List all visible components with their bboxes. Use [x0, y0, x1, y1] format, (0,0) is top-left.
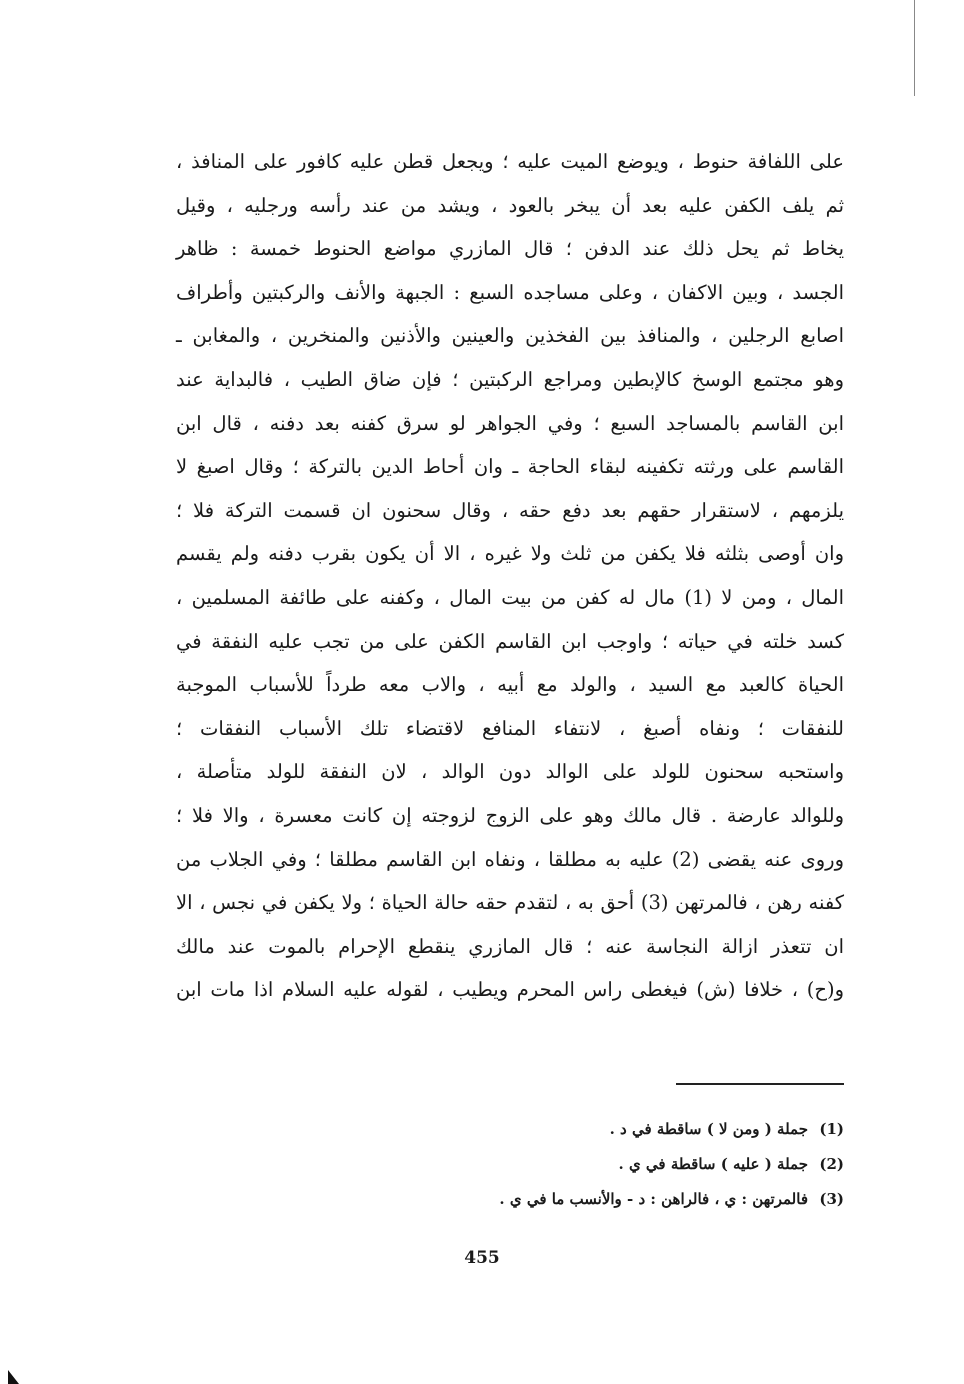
text-line: وروى عنه يقضى (2) عليه به مطلقا ، ونفاه ابن القاسم مطلقا ؛ وفي الجلاب من — [176, 847, 844, 871]
footnote-item — [176, 1112, 844, 1147]
text-line: كسد خلته في حياته ؛ واوجب ابن القاسم الكفن على من تجب عليه النفقة في — [176, 629, 844, 653]
footnote-number: (2) — [819, 1155, 844, 1173]
footnote-item — [176, 1182, 844, 1217]
text-line: يخاط ثم يحل ذلك عند الدفن ؛ قال المازري مواضع الحنوط خمسة : ظاهر — [176, 237, 844, 261]
text-line: يلزمهم ، لاستقرار حقهم بعد دفع حقه ، وقال سحنون ان قسمت التركة فلا ؛ — [176, 498, 844, 522]
text-line: ابن القاسم بالمساجد السبع ؛ وفي الجواهر لو سرق كفنه بعد دفنه ، قال ابن — [176, 411, 844, 435]
footnote-number: (1) — [819, 1120, 844, 1138]
text-line: المال ، ومن لا (1) مال له كفن من بيت المال ، وكفنه على طائفة المسلمين ، — [176, 585, 845, 609]
text-line: اصابع الرجلين ، والمنافذ بين الفخذين والعينين والأذنين والمنخرين ، والمغابن ـ — [176, 324, 844, 348]
text-line: الحياة كالعبد مع السيد ، والولد مع أبيه ، والاب معه طرداً للأسباب الموجبة — [176, 673, 844, 697]
text-line: الجسد ، وبين الاكفان ، وعلى مساجده السبع : الجبهة والأنف والركبتين وأطراف — [176, 280, 844, 304]
main-text-block — [176, 140, 844, 1012]
text-line: و(ح) ، خلافا (ش) فيغطى راس المحرم ويطيب ، لقوله عليه السلام اذا مات ابن — [176, 978, 844, 1002]
text-line: كفنه رهن ، فالمرتهن (3) أحق به ، لتقدم حقه حالة الحياة ؛ ولا يكفن في نجس ، الا — [176, 891, 844, 915]
text-line: وللوالد عارضة . قال مالك وهو على الزوج لزوجته إن كانت معسرة ، والا فلا ؛ — [176, 803, 844, 827]
text-line: ثم يلف الكفن عليه بعد أن يبخر بالعود ، ويشد من عند رأسه ورجليه ، وقيل — [176, 193, 844, 217]
text-line: القاسم على ورثته تكفينه لبقاء الحاجة ـ وان أحاط الدين بالتركة ؛ وقال اصبغ لا — [176, 455, 844, 479]
text-line: وان أوصى بثلثه فلا يكفن من ثلث ولا غيره ، الا أن يكون بقرب دفنه ولم يقسم — [176, 542, 844, 566]
footnote-text: فالمرتهن : ي ، فالراهن : د - والأنسب ما في ي . — [499, 1190, 808, 1208]
scan-corner-mark — [8, 1370, 19, 1384]
footnote-text: جملة ( عليه ) ساقطة في ي . — [618, 1155, 808, 1173]
footnote-number: (3) — [819, 1190, 844, 1208]
scan-page-edge — [908, 0, 915, 96]
footnote-separator — [676, 1083, 844, 1085]
text-line: واستحبه سحنون للولد على الوالد دون الوالد ، لان النفقة للولد متأصلة ، — [176, 760, 844, 784]
text-line: وهو مجتمع الوسخ كالإبطين ومراجع الركبتين ؛ فإن ضاق الطيب ، فالبداية عند — [176, 367, 844, 391]
page-number: 455 — [464, 1248, 500, 1268]
footnotes — [176, 1112, 844, 1217]
text-line: للنفقات ؛ ونفاه أصبغ ، لانتفاء المنافع لاقتضاء تلك الأسباب النفقات ؛ — [176, 716, 844, 740]
text-line: على اللفافة حنوط ، ويوضع الميت عليه ؛ ويجعل قطن عليه كافور على المنافذ ، — [176, 150, 844, 173]
footnote-text: جملة ( ومن لا ) ساقطة في د . — [609, 1120, 808, 1138]
text-line: ان تتعذر ازالة النجاسة عنه ؛ قال المازري ينقطع الإحرام بالموت عند مالك — [176, 934, 844, 958]
footnote-item — [176, 1147, 844, 1182]
